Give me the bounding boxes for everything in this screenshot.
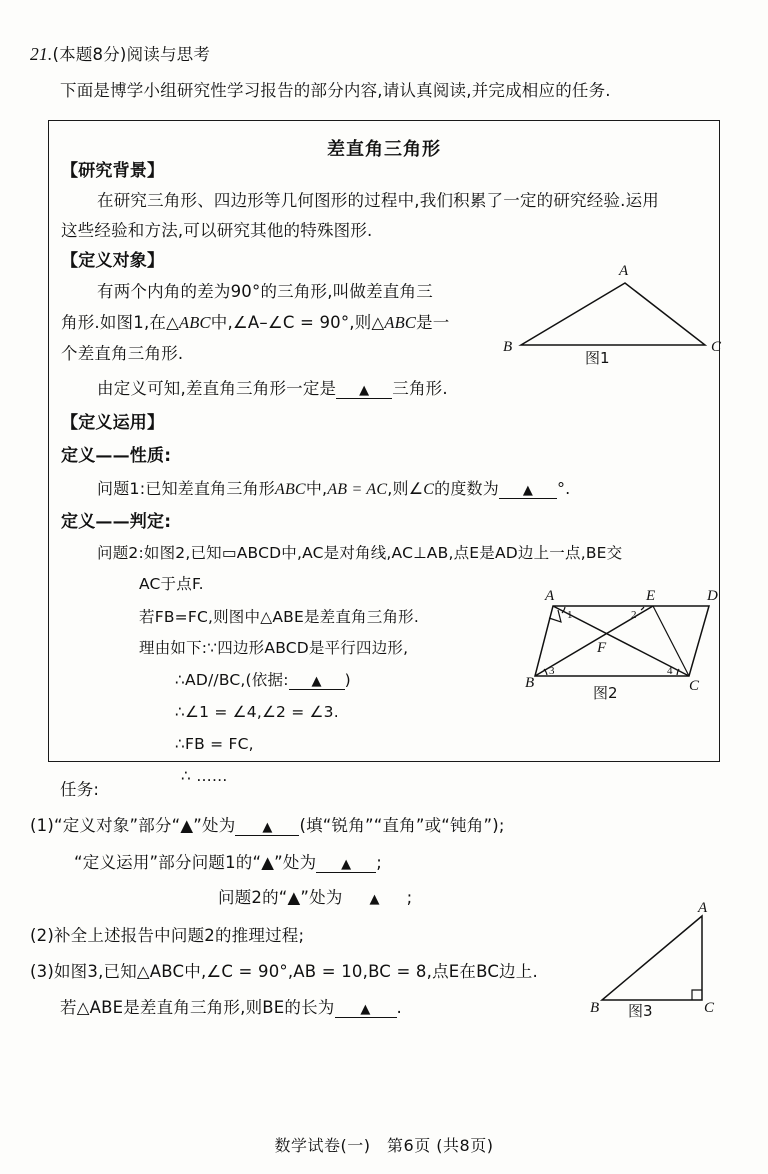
figure-1: [499, 261, 729, 371]
figure-3-right-angle-mark: [692, 990, 702, 1000]
figure-2-label-B: B: [525, 675, 535, 691]
blank-task-3[interactable]: ▲: [335, 1003, 397, 1018]
problem-2-line-5: ∴AD//BC,(依据: ▲ ): [175, 671, 351, 689]
tasks-label: 任务:: [60, 780, 100, 799]
blank-problem-1[interactable]: ▲: [499, 484, 557, 499]
problem-2-line-8: ∴ ……: [181, 767, 228, 785]
definition-line-3: 个差直角三角形.: [61, 344, 184, 363]
blank-task-1c[interactable]: ▲: [369, 892, 380, 907]
figure-3-label-B: B: [590, 1000, 600, 1016]
task-1c: 问题2的“▲”处为 ▲ ;: [218, 888, 413, 907]
background-line-1: 在研究三角形、四边形等几何图形的过程中,我们积累了一定的研究经验.运用: [97, 191, 659, 210]
judge-label: 定义——判定:: [61, 512, 172, 532]
question-number: 21.: [30, 44, 53, 64]
report-title: 差直角三角形: [327, 139, 441, 160]
definition-label: 【定义对象】: [61, 251, 165, 271]
blank-problem-2-reason[interactable]: ▲: [289, 675, 345, 690]
background-line-2: 这些经验和方法,可以研究其他的特殊图形.: [61, 221, 373, 240]
task-3-line-1: (3)如图3,已知△ABC中,∠C = 90°,AB = 10,BC = 8,点E在BC边上.: [30, 962, 538, 981]
figure-2-label-A: A: [545, 588, 555, 604]
question-heading: 阅读与思考: [126, 45, 211, 64]
figure-2-angle-4: 4: [667, 665, 673, 677]
definition-line-1: 有两个内角的差为90°的三角形,叫做差直角三: [97, 282, 433, 301]
figure-2-label-D: D: [707, 588, 718, 604]
figure-3-label-A: A: [698, 900, 708, 916]
task-1: (1)“定义对象”部分“▲”处为 ▲ (填“锐角”“直角”或“钝角”);: [30, 816, 505, 835]
figure-2-angle-2: 2: [631, 609, 637, 621]
question-marks: (本题8分): [52, 45, 127, 64]
problem-1: 问题1:已知差直角三角形ABC中,AB = AC,则∠C的度数为 ▲ °.: [97, 479, 571, 498]
figure-1-caption: 图1: [585, 349, 610, 367]
definition-line-2: 角形.如图1,在△ABC中,∠A–∠C = 90°,则△ABC是一: [61, 313, 450, 332]
problem-2-line-1: 问题2:如图2,已知▭ABCD中,AC是对角线,AC⊥AB,点E是AD边上一点,BE交: [97, 544, 623, 562]
figure-1-triangle: [521, 283, 705, 345]
definition-line-4: 由定义可知,差直角三角形一定是 ▲ 三角形.: [97, 379, 448, 398]
figure-1-label-B: B: [503, 339, 513, 355]
figure-1-label-A: A: [619, 263, 629, 279]
task-1b: “定义运用”部分问题1的“▲”处为 ▲ ;: [74, 853, 383, 872]
problem-2-line-2: AC于点F.: [139, 575, 204, 593]
figure-3-label-C: C: [704, 1000, 715, 1016]
figure-2-angle-3: 3: [549, 665, 555, 677]
problem-2-line-4: 理由如下:∵四边形ABCD是平行四边形,: [139, 639, 409, 657]
figure-2-label-C: C: [689, 678, 700, 694]
figure-2-label-E: E: [646, 588, 656, 604]
task-3-line-2: 若△ABE是差直角三角形,则BE的长为 ▲ .: [60, 998, 402, 1017]
question-header: [30, 46, 210, 64]
background-label: 【研究背景】: [61, 161, 165, 181]
figure-2-label-F: F: [597, 640, 607, 656]
report-box: [48, 120, 722, 785]
figure-1-label-C: C: [711, 339, 722, 355]
problem-2-line-3: 若FB=FC,则图中△ABE是差直角三角形.: [139, 608, 419, 626]
blank-definition-object[interactable]: ▲: [336, 384, 392, 399]
figure-3-caption: 图3: [628, 1002, 653, 1020]
problem-2-line-6: ∴∠1 = ∠4,∠2 = ∠3.: [175, 703, 339, 721]
figure-3: [590, 902, 750, 1032]
figure-3-triangle: [602, 916, 702, 1000]
task-2: (2)补全上述报告中问题2的推理过程;: [30, 926, 305, 945]
figure-2-caption: 图2: [593, 684, 618, 702]
problem-2-line-7: ∴FB = FC,: [175, 735, 254, 753]
application-label: 【定义运用】: [61, 413, 165, 433]
figure-2: [525, 586, 731, 706]
figure-2-arc-2: [641, 607, 644, 610]
question-intro: 下面是博学小组研究性学习报告的部分内容,请认真阅读,并完成相应的任务.: [60, 81, 611, 100]
property-label: 定义——性质:: [61, 446, 172, 466]
figure-2-angle-1: 1: [567, 609, 573, 621]
blank-task-1[interactable]: ▲: [235, 821, 299, 836]
page-footer: 数学试卷(一) 第6页 (共8页): [274, 1136, 494, 1155]
blank-task-1b[interactable]: ▲: [316, 858, 376, 873]
